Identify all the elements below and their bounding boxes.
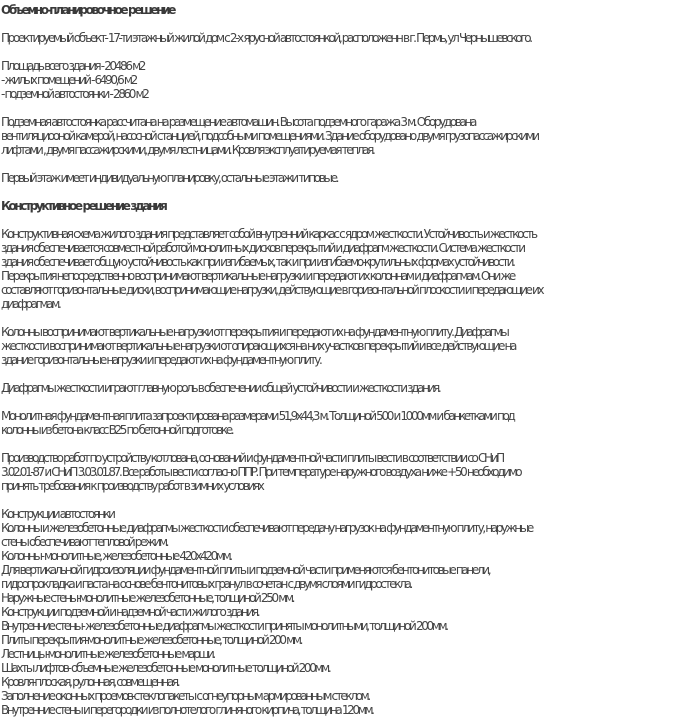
section-heading-planning: Объемно-планировочное решение [1, 3, 174, 17]
paragraph-line: здания обеспечивает общую устойчивость как при изгибаемых, так и при изгибаемо-крутильных формах устойчивости. [1, 255, 514, 269]
paragraph-structural-scheme [1, 227, 700, 311]
paragraph-line: здания обеспечивается совместной работой монолитных дисков перекрытий и диафрагм жесткости. Система жесткости [1, 241, 524, 255]
paragraph-line: составляют горизонтальные диски, воспринимающие нагрузки, действующие в горизонтальной плоскости и передающие их [1, 283, 543, 297]
paragraph-works [1, 451, 700, 493]
area-parking: - подземной автостоянки - 2860 м2 [1, 87, 148, 101]
area-list [1, 59, 700, 101]
paragraph-line: диафрагмам. [1, 297, 60, 311]
paragraph-floors: Первый этаж имеет индивидуальную планировку, остальные этажи типовые. [1, 171, 338, 185]
structures-line: Внутренние стены- железобетонные диафрагмы жесткости приняты монолитными, толщиной 200мм. [1, 619, 447, 633]
structures-line: Колонны и железобетонные диафрагмы жесткости обеспечивают передачу нагрузок на фундаментную плиту, наружные [1, 521, 532, 535]
structures-line: стены обеспечивают тепловой режим. [1, 535, 168, 549]
paragraph-line: здание горизонтальные нагрузки и передают их на фундаментную плиту. [1, 353, 321, 367]
paragraph-line: колонны из бетона класс В25 по бетонной подготовке. [1, 423, 233, 437]
structures-line: Плиты перекрытия-монолитные железобетонные, толщиной 200 мм. [1, 633, 302, 647]
paragraph-line: Монолитная фундаментная плита запроектирована размерами 51,9x44,3 м. Толщиной 500 и 1000мм и банкетками под [1, 409, 514, 423]
structures-line: Заполнение оконных проемов-стеклопакеты с огнеупорным армированным стеклом. [1, 689, 369, 703]
paragraph-line: Колонны воспринимают вертикальные нагрузки от перекрытия и передают их на фундаментную плиту. Диафрагмы [1, 325, 508, 339]
paragraph-line: жесткости воспринимают вертикальные нагрузки от опирающихся на них участков перекрытий и все действующие на [1, 339, 516, 353]
structures-line: Шахты лифтов- объемные железобетонные монолитные толщиной 200мм. [1, 661, 330, 675]
paragraph-diaphragms: Диафрагмы жесткости играют главную роль в обеспечении общей устойчивости и жесткости здания. [1, 381, 440, 395]
paragraph-parking [1, 115, 700, 157]
structures-line: Конструкции автостоянки [1, 507, 114, 521]
paragraph-line: 3.02.01-87 и СНиП 3.03.01.87. Все работы вести согласно ППР. При температуре наружного воздуха ниже +50 необходимо [1, 465, 521, 479]
structures-line: Лестницы-монолитные железобетонные марши. [1, 647, 214, 661]
structures-line: Для вертикальной гидроизоляции фундаментной плиты и подземной части применяются бентонитовые панели, [1, 563, 490, 577]
paragraph-foundation-slab [1, 409, 700, 437]
area-residential: - жилых помещений - 6490,6 м2 [1, 73, 136, 87]
paragraph-line: лифтами , двумя пассажирскими, двумя лестницами. Кровля эксплуатируемая теплая. [1, 143, 374, 157]
paragraph-columns [1, 325, 700, 367]
section-heading-structure: Конструктивное решение здания [1, 199, 166, 213]
structures-line: Колонны- монолитные, железобетонные 420x420мм. [1, 549, 231, 563]
paragraph-line: вентиляциооной камерой, насосной станцией, подсобными помещениями. Здание оборудовано двумя грузопассажирскими [1, 129, 538, 143]
paragraph-object-intro: Проектируемый объект- 17-ти этажный жилой дом с 2-х ярусной автостоянкой, расположенн в г. Пермь, ул Чернышевского. [1, 31, 531, 45]
structures-line: гидропрокладка и паста на основе бентонитовых гранул в сочетан с двумя слоями гидростекла. [1, 577, 411, 591]
paragraph-line: принять требования к производству работ в зимних условиях [1, 479, 263, 493]
structures-line: Конструкции подземной и надземной части жилого здания. [1, 605, 259, 619]
paragraph-line: Производство работ по устройству котлована, оснований и фундаментной части плиты вести в соответствии со СНиП [1, 451, 503, 465]
paragraph-line: Подземная автостоянка рассчитана на размещение автомашин. Высота подземного гаража 3 м. Оборудована [1, 115, 476, 129]
structures-line: Внутренние стены и перегородки из полнотелого глиняного кирпича, толщина 120мм. [1, 703, 373, 717]
paragraph-line: Конструктивная схема жилого здания представляет собой внутренний каркас с ядром жесткости. Устойчивость и жесткость [1, 227, 536, 241]
structures-line: Наружные стены-монолитные железобетонные, толщиной 250 мм. [1, 591, 294, 605]
paragraph-line: Перекрытия непосредственно воспринимают вертикальные нагрузки и передают их колоннам и диафрагмам. Они же [1, 269, 514, 283]
structures-line: Кровля-плоская, рулонная, совмещенная. [1, 675, 179, 689]
area-total: Площадь всего здания - 20486 м2 [1, 59, 145, 73]
structures-list [1, 507, 700, 717]
